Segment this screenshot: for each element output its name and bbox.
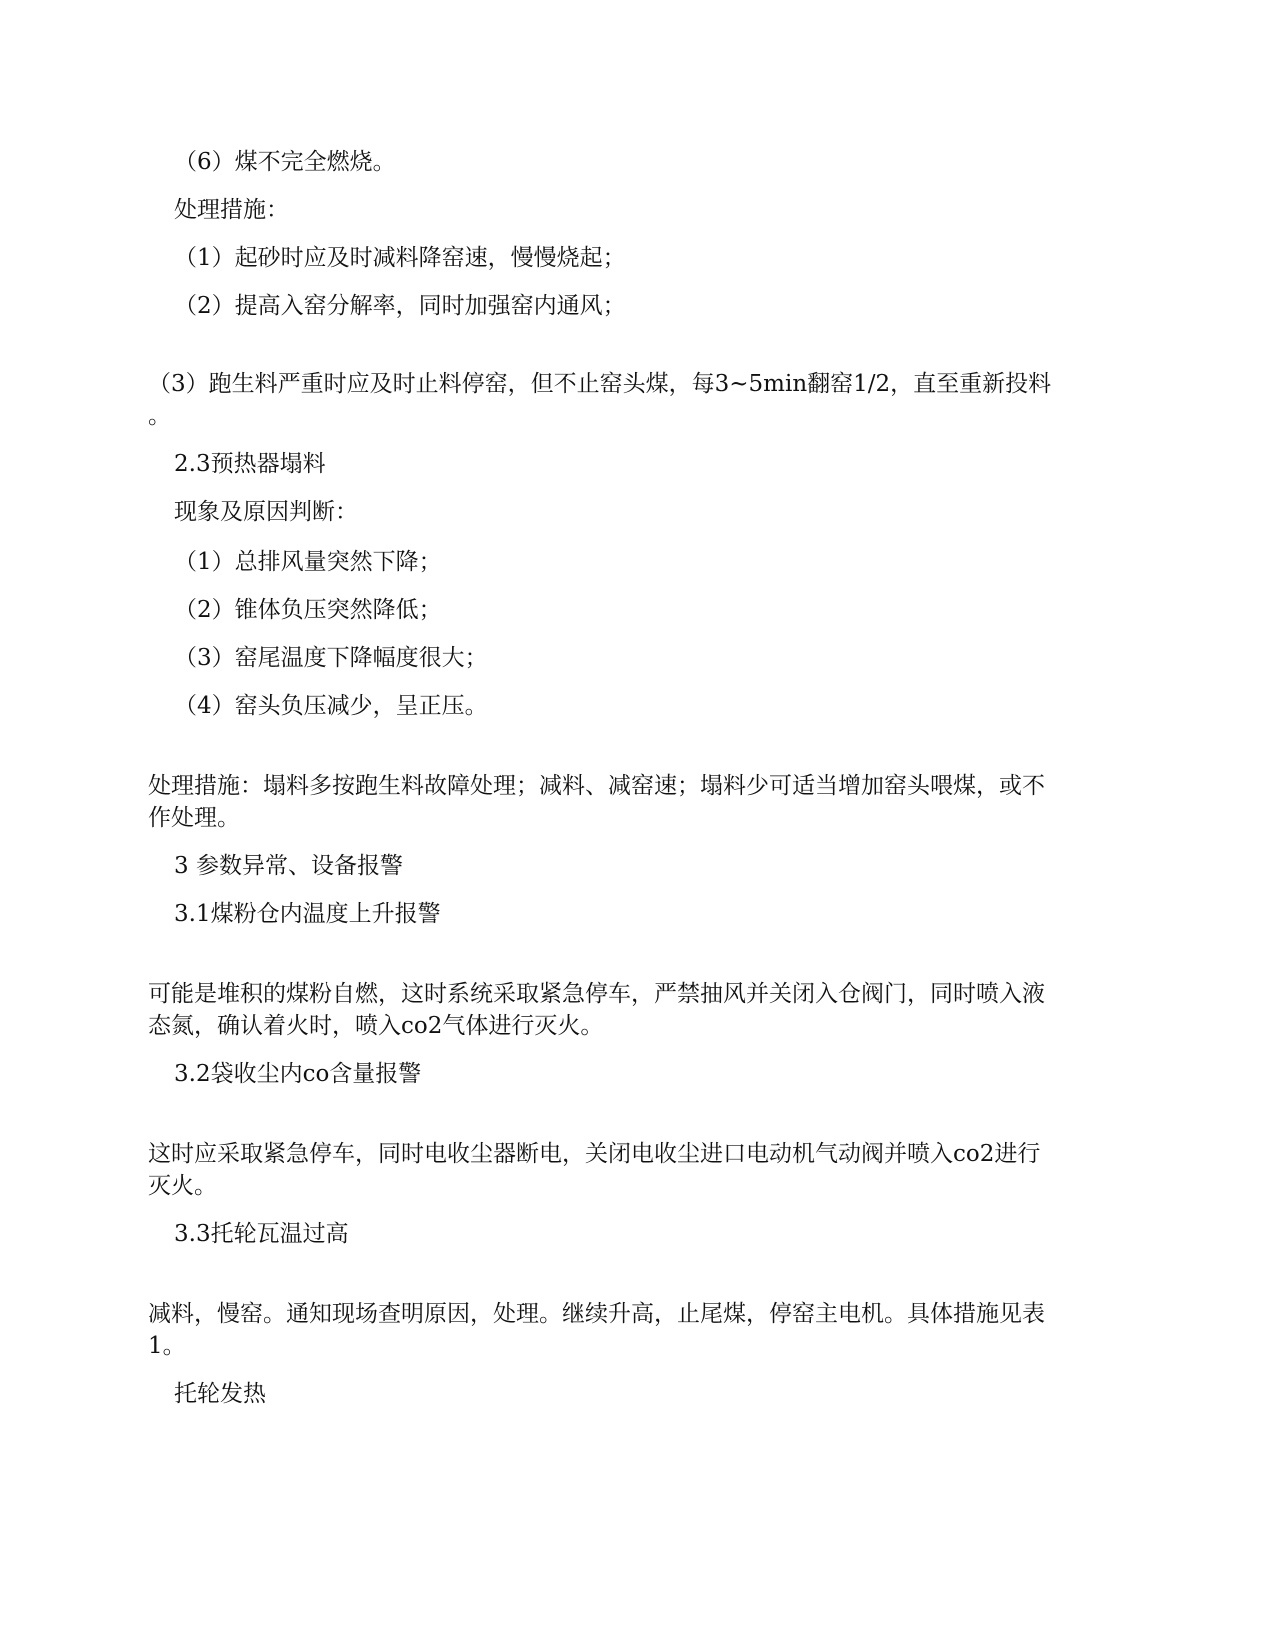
heading-treatment: 处理措施： — [174, 197, 289, 223]
paragraph-treatment-collapse-line-2: 作处理。 — [148, 805, 240, 831]
section-heading-3-3: 3.3托轮瓦温过高 — [174, 1221, 349, 1247]
paragraph-3-2-line-2: 灭火。 — [148, 1173, 217, 1199]
paragraph-symptom-4: （4）窑头负压减少，呈正压。 — [174, 693, 488, 719]
subheading-roller-heating: 托轮发热 — [174, 1381, 266, 1407]
paragraph-symptom-3: （3）窑尾温度下降幅度很大； — [174, 645, 488, 671]
paragraph-3-3-line-1: 减料，慢窑。通知现场查明原因，处理。继续升高，止尾煤，停窑主电机。具体措施见表 — [148, 1301, 1045, 1327]
paragraph-3-3-line-2: 1。 — [148, 1333, 186, 1359]
section-heading-3-1: 3.1煤粉仓内温度上升报警 — [174, 901, 441, 927]
paragraph-3-1-line-2: 态氮，确认着火时，喷入co2气体进行灭火。 — [148, 1013, 604, 1039]
paragraph-measure-2: （2）提高入窑分解率，同时加强窑内通风； — [174, 293, 626, 319]
section-heading-2-3: 2.3预热器塌料 — [174, 451, 326, 477]
section-heading-3-2: 3.2袋收尘内co含量报警 — [174, 1061, 422, 1087]
paragraph-symptom-2: （2）锥体负压突然降低； — [174, 597, 442, 623]
paragraph-3-2-line-1: 这时应采取紧急停车，同时电收尘器断电，关闭电收尘进口电动机气动阀并喷入co2进行 — [148, 1141, 1041, 1167]
paragraph-treatment-collapse-line-1: 处理措施：塌料多按跑生料故障处理；减料、减窑速；塌料少可适当增加窑头喂煤，或不 — [148, 773, 1045, 799]
paragraph-measure-3-line-2: 。 — [148, 403, 171, 429]
section-heading-3: 3 参数异常、设备报警 — [174, 853, 403, 879]
paragraph-cause-6: （6）煤不完全燃烧。 — [174, 149, 396, 175]
paragraph-symptom-1: （1）总排风量突然下降； — [174, 549, 442, 575]
paragraph-measure-1: （1）起砂时应及时减料降窑速，慢慢烧起； — [174, 245, 626, 271]
paragraph-3-1-line-1: 可能是堆积的煤粉自燃，这时系统采取紧急停车，严禁抽风并关闭入仓阀门，同时喷入液 — [148, 981, 1045, 1007]
heading-symptoms: 现象及原因判断： — [174, 499, 358, 525]
paragraph-measure-3-line-1: （3）跑生料严重时应及时止料停窑，但不止窑头煤，每3~5min翻窑1/2，直至重新投料 — [148, 371, 1052, 397]
